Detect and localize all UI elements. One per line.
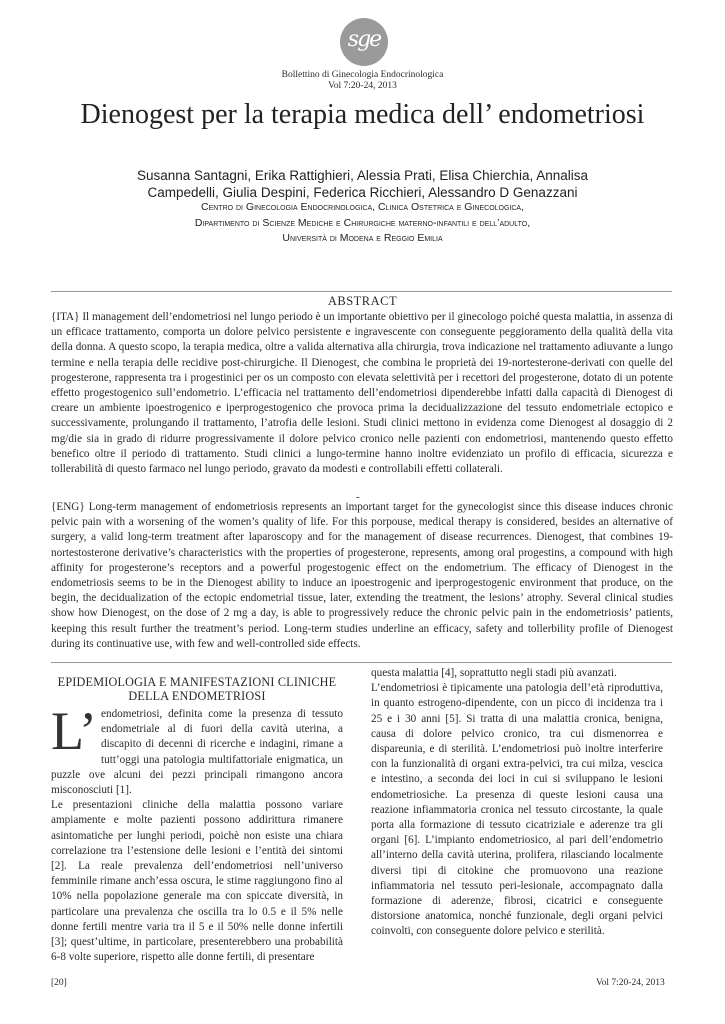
affiliation-line-3: Università di Modena e Reggio Emilia (282, 232, 443, 244)
body-paragraph: endometriosi, definita come la presenza di tessuto endometriale al di fuori della cavità uterina, a discapito di decenni di ricerche e indagini, rimane a tutt’oggi una patologia multifattoriale enigmatica, un puzzle ove alcuni dei pezzi principali rimangono ancora misconosciuti [1]. (51, 708, 343, 797)
section-heading: EPIDEMIOLOGIA E MANIFESTAZIONI CLINICHE DELLA ENDOMETRIOSI (57, 675, 337, 703)
body-column-left (51, 675, 343, 965)
abstract-bottom-rule (51, 662, 672, 663)
body-column-right (371, 666, 663, 940)
journal-logo (340, 18, 388, 66)
abstract-top-rule (51, 291, 672, 292)
footer-volume: Vol 7:20-24, 2013 (596, 978, 665, 988)
affiliation-line-2: Dipartimento di Scienze Mediche e Chirurgiche materno-infantili e dell’adulto, (194, 217, 531, 229)
author-list: Susanna Santagni, Erika Rattighieri, Alessia Prati, Elisa Chierchia, Annalisa Campedelli, Giulia Despini, Federica Ricchieri, Alessandro D Genazzani (137, 168, 588, 200)
affiliation-line-1: Centro di Ginecologia Endocrinologica, Clinica Ostetrica e Ginecologica, (200, 201, 525, 213)
body-paragraph: L’endometriosi è tipicamente una patologia dell’età riproduttiva, in quanto estrogeno-dipendente, con un picco di incidenza tra i 25 e i 30 anni [5]. Si tratta di una malattia cronica, benigna, causa di dolore pelvico cronico, tra cui dismenorrea e dispareunia, e di sterilità. L’endometriosi può inoltre interferire con la funzionalità di organi extra-pelvici, tra cui milza, vescica e intestino, a seconda dei loci in cui si sviluppano le lesioni endometriosiche. La presenza di queste lesioni causa una reazione infiammatoria cronica nel tessuto circostante, la quale porta alla formazione di tessuto cicatriziale e aderenze tra gli organi [6]. L’impianto endometriosico, al pari dell’endometrio all’interno della cavità uterina, prolifera, rilasciando localmente diversi tipi di citokine che promuovono una reazione infiammatoria nel tessuto peri-lesionale, accompagnato dalla formazione di aderenze, fibrosi, cicatrici e conseguente distorsione anatomica, nonché funzionale, degli organi pelvici coinvolti, con conseguente dolore pelvico e sterilità. (371, 682, 663, 938)
abstract-heading: ABSTRACT (327, 294, 398, 308)
logo-text: sge (347, 27, 381, 52)
journal-name: Bollettino di Ginecologia Endocrinologica (281, 70, 444, 80)
footer-page-number: [20] (51, 978, 67, 988)
paper-title: Dienogest per la terapia medica dell’ endometriosi (80, 99, 645, 130)
body-paragraph: Le presentazioni cliniche della malattia possono variare ampiamente e molte pazienti possono addirittura rimanere asintomatiche per lunghi periodi, poichè non esiste una chiara correlazione tra l’estensione delle lesioni e l’entità dei sintomi [2]. La reale prevalenza dell’endometriosi nell’universo femminile rimane anch’essa oscura, le stime raggiungono fino al 10% nella popolazione generale ma con spiccate diversità, in particolare una prevalenza che oscilla tra lo 0.5 e il 5% nelle donne fertili mentre varia tra il 5 e il 50% nelle donne infertili [3]; quest’ultime, in particolare, presenterebbero una probabilità 6-8 volte superiore, rispetto alle donne fertili, di presentare (51, 799, 343, 964)
drop-cap: L’ (51, 701, 98, 761)
journal-volume: Vol 7:20-24, 2013 (328, 81, 397, 91)
abstract-english: {ENG} Long-term management of endometriosis represents an important target for the gynecologist since this disease induces chronic pelvic pain with a worsening of the women’s quality of life. For this porpouse, medical therapy is considered, besides an alternative of surgery, a valid long-term treatment after laparoscopy and for the management of disease recurrences. Dienogest, that combines 19-nortestosterone derivative’s characteristics with the properties of progesterone, represents, among oral progestins, a compound with high affinity for progesterone’s receptors and a powerful progestogenic effect on the endometrium. The efficacy of Dienogest in the endometriosis seems to be in the Dienogest ability to induce an ipoestrogenic and iperprogestogenic environment that produce, on the begin, the decidualization of the ectopic endometrial tissue, later, extending the treatment, the lesions’ atrophy. Several clinical studies show how Dienogest, on the dose of 2 mg a day, is able to progressively reduce the chronic pelvic pain in the endometriosis’ patients, keeping this result further the treatment’s period. Long-term studies underline an efficacy, safety and tollerbility profile of Dienogest during its continuative use, with few and well-controlled side effects. (51, 501, 673, 650)
abstract-separator: - (356, 491, 360, 503)
abstract-italian: {ITA} Il management dell’endometriosi nel lungo periodo è un importante obiettivo per il ginecologo poiché questa malattia, in assenza di un efficace trattamento, comporta un dolore pelvico persistente e ingravescente con conseguente peggioramento della qualità della vita della donna. A questo scopo, la terapia medica, oltre a valida alternativa alla chirurgia, trova indicazione nel trattamento adiuvante a lungo termine e nella terapia delle recidive post-chirurgiche. Il Dienogest, che combina le proprietà dei 19-nortesterone-derivati con quelle del progesterone, rappresenta tra i progestinici per os un composto con elevata selettività per i recettori del progesterone, dotato di un potente effetto progestogenico sull’endometrio. L’efficacia nel trattamento dell’endometriosi dipenderebbe infatti dalla capacità di Dienogest di creare un ambiente ipoestrogenico e iperprogestogenico che provoca prima la decidualizzazione del tessuto endometriale ectopico e successivamente, prolungando il trattamento, l’atrofia delle lesioni. Studi clinici mettono in evidenza come Dienogest al dosaggio di 2 mg/die sia in grado di ridurre progressivamente il dolore pelvico cronico nelle pazienti con endometriosi, mantenendo questo effetto benefico oltre il periodo di trattamento. Studi clinici a lungo-termine hanno inoltre evidenziato un profilo di efficacia, sicurezza e tollerabilità di questo farmaco nel lungo periodo, gravato da modesti e controllabili effetti collaterali. (51, 311, 673, 476)
body-paragraph: questa malattia [4], soprattutto negli stadi più avanzati. (371, 667, 617, 679)
